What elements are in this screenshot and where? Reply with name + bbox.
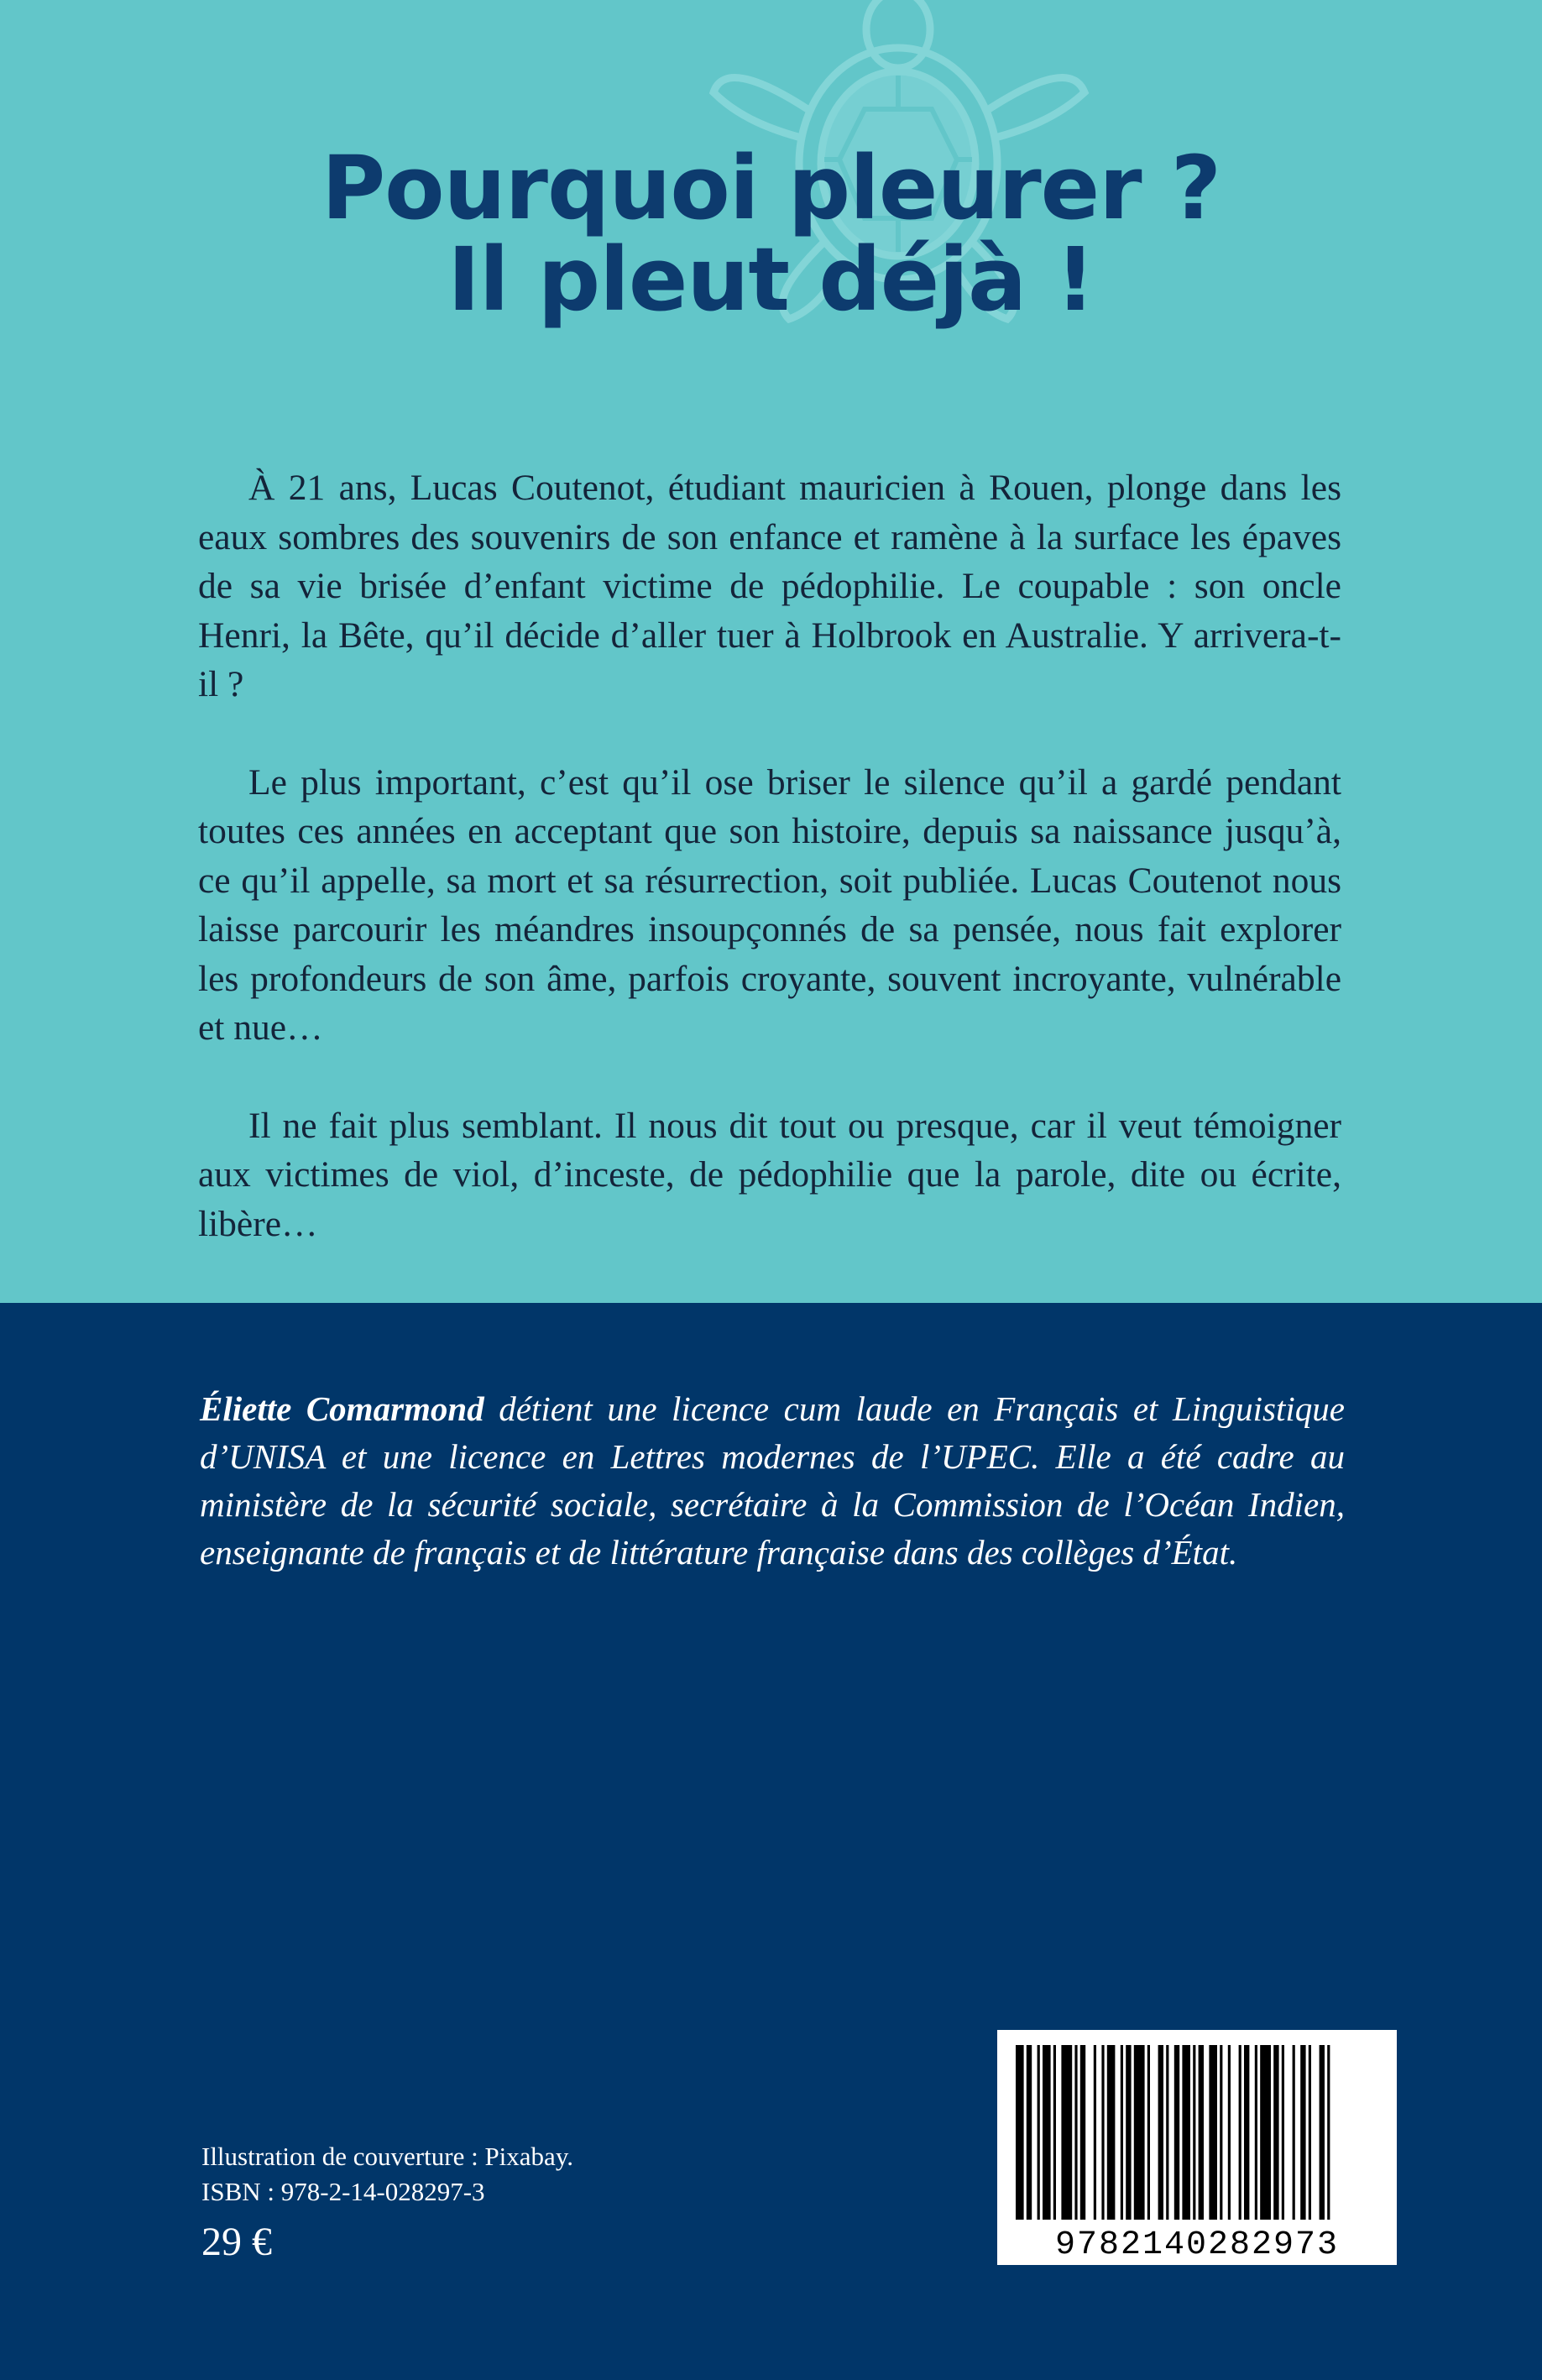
barcode-bar — [1199, 2045, 1204, 2220]
barcode-bar — [1320, 2045, 1325, 2220]
barcode-bar — [1166, 2045, 1168, 2220]
barcode-bar — [1094, 2045, 1096, 2220]
barcode-bar — [1293, 2045, 1295, 2220]
summary-paragraph-3: Il ne fait plus semblant. Il nous dit tout ou presque, car il veut témoigner aux victimes de viol, d’inceste, de pédophilie que la parole, dite ou écrite, libère… — [198, 1105, 1341, 1244]
barcode-digits: 9782140282973 — [1054, 2226, 1340, 2264]
book-summary — [198, 463, 1341, 1297]
barcode-bar — [1053, 2045, 1056, 2220]
barcode-bar — [1061, 2045, 1072, 2220]
barcode-bar — [1126, 2045, 1131, 2220]
barcode-bar — [1174, 2045, 1179, 2220]
barcode-bar — [1260, 2045, 1271, 2220]
barcode-bar — [1300, 2045, 1305, 2220]
price-label: 29 € — [201, 2220, 272, 2264]
barcode-bar — [1327, 2045, 1330, 2220]
barcode-bar — [1228, 2045, 1231, 2220]
barcode-bar — [1239, 2045, 1241, 2220]
author-name: Éliette Comarmond — [200, 1389, 484, 1428]
barcode-bar — [1043, 2045, 1051, 2220]
barcode-bar — [1309, 2045, 1311, 2220]
barcode-bar — [1158, 2045, 1163, 2220]
book-title — [0, 137, 1542, 332]
barcode-bar — [1220, 2045, 1222, 2220]
barcode-bar — [1027, 2045, 1032, 2220]
barcode-bar — [1244, 2045, 1249, 2220]
title-line-2: Il pleut déjà ! — [447, 228, 1095, 332]
barcode — [997, 2030, 1397, 2265]
barcode-bar — [1209, 2045, 1217, 2220]
summary-paragraph-2: Le plus important, c’est qu’il ose briser le silence qu’il a gardé pendant toutes ces années en acceptant que son histoire, depuis sa naissance jusqu’à, ce qu’il appelle, sa mort et sa résurrection, soit publiée. Lucas Coutenot nous laisse parcourir les méandres insoupçonnés de sa pensée, nous fait explorer les profondeurs de son âme, parfois croyante, souvent incroyante, vulnérable et nue… — [198, 761, 1341, 1048]
barcode-bar — [1134, 2045, 1145, 2220]
author-bio-text: détient une licence cum laude en Français et Linguistique d’UNISA et une licence en Lettres modernes de l’UPEC. Elle a été cadre au ministère de la sécurité sociale, secrétaire à la Commission de l’Océan Indien, enseignante de français et de littérature française dans des collèges d’État. — [200, 1389, 1345, 1572]
barcode-bar — [1080, 2045, 1085, 2220]
barcode-bar — [1121, 2045, 1123, 2220]
barcode-bar — [1016, 2045, 1024, 2220]
credits-block — [201, 2139, 573, 2272]
barcode-graphic — [997, 2030, 1397, 2265]
illustration-credit: Illustration de couverture : Pixabay. — [201, 2142, 574, 2171]
title-line-1: Pourquoi pleurer ? — [321, 137, 1221, 239]
barcode-bar — [1273, 2045, 1278, 2220]
barcode-bar — [1282, 2045, 1284, 2220]
author-bio — [200, 1385, 1345, 1577]
isbn-number: ISBN : 978-2-14-028297-3 — [201, 2177, 485, 2206]
barcode-bar — [1182, 2045, 1190, 2220]
barcode-bar — [1255, 2045, 1257, 2220]
barcode-bar — [1193, 2045, 1195, 2220]
summary-paragraph-1: À 21 ans, Lucas Coutenot, étudiant mauricien à Rouen, plonge dans les eaux sombres des souvenirs de son enfance et ramène à la surface les épaves de sa vie brisée d’enfant victime de pédophilie. Le coupable : son oncle Henri, la Bête, qu’il décide d’aller tuer à Holbrook en Australie. Y arrivera-t-il ? — [198, 468, 1341, 704]
barcode-bar — [1038, 2045, 1040, 2220]
barcode-bar — [1147, 2045, 1150, 2220]
barcode-bar — [1101, 2045, 1104, 2220]
barcode-bar — [1107, 2045, 1116, 2220]
barcode-bar — [1074, 2045, 1077, 2220]
